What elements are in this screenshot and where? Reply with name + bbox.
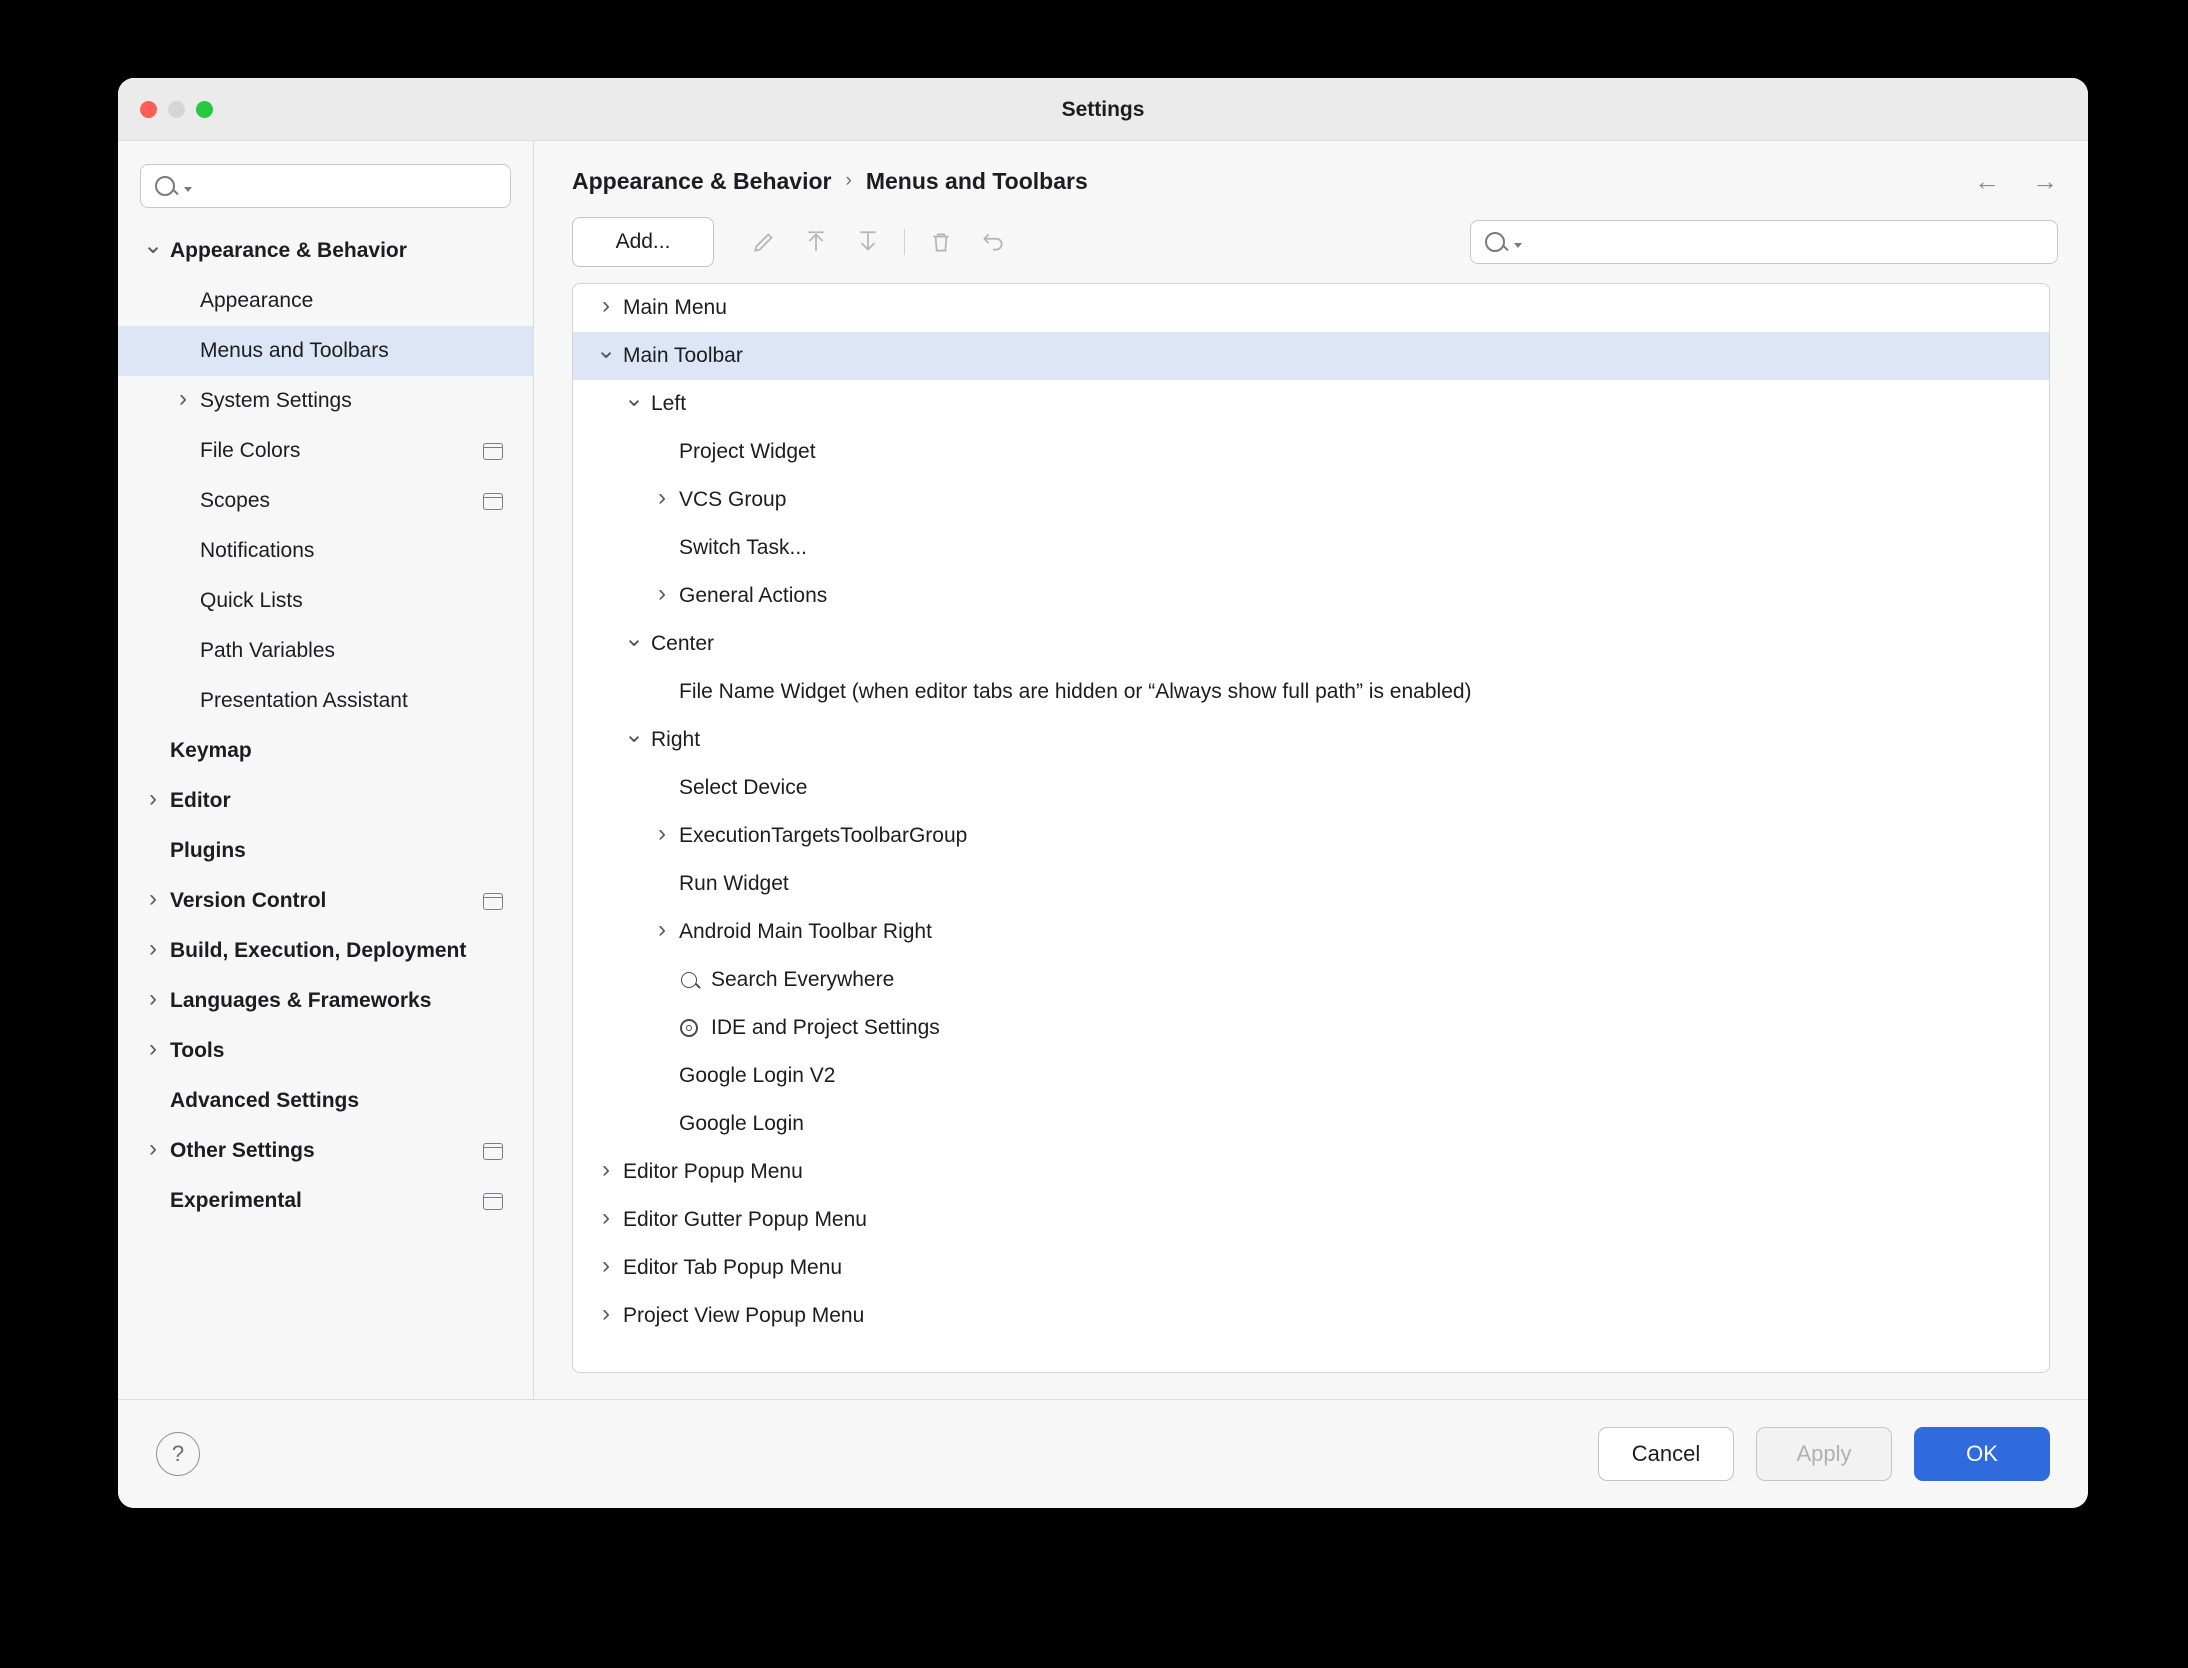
- tree-item-main-menu[interactable]: [573, 284, 2049, 332]
- tree-item-android-main-toolbar-right[interactable]: [573, 908, 2049, 956]
- tree-item-label: General Actions: [679, 584, 828, 607]
- footer-button-group: [1598, 1427, 2050, 1481]
- search-icon: [155, 176, 175, 196]
- sidebar-item-label: Notifications: [200, 539, 315, 562]
- menus-toolbars-tree[interactable]: [572, 283, 2050, 1373]
- tree-item-label: Select Device: [679, 776, 808, 799]
- move-up-icon[interactable]: [790, 220, 842, 264]
- tree-item-label: Project View Popup Menu: [623, 1304, 865, 1327]
- tree-item-label: Google Login: [679, 1112, 804, 1135]
- chevron-right-icon[interactable]: ›: [658, 580, 666, 607]
- tree-item-google-login-v2[interactable]: [573, 1052, 2049, 1100]
- chevron-right-icon[interactable]: ›: [149, 1035, 157, 1062]
- toolbar-divider: [904, 229, 905, 255]
- tree-item-label: File Name Widget (when editor tabs are hidden or “Always show full path” is enabled): [679, 680, 1472, 703]
- edit-icon[interactable]: [738, 220, 790, 264]
- tree-item-file-name-widget-when-editor-tabs-are-hi[interactable]: [573, 668, 2049, 716]
- window-body: [118, 141, 2088, 1399]
- tree-item-project-view-popup-menu[interactable]: [573, 1292, 2049, 1340]
- tree-item-google-login[interactable]: [573, 1100, 2049, 1148]
- tree-item-label: Search Everywhere: [711, 968, 895, 991]
- tree-item-label: Right: [651, 728, 701, 751]
- tree-item-run-widget[interactable]: [573, 860, 2049, 908]
- sidebar-search-input[interactable]: [192, 174, 500, 198]
- sidebar-item-build-execution-deployment[interactable]: [118, 926, 533, 976]
- sidebar-item-label: Languages & Frameworks: [170, 989, 432, 1012]
- chevron-right-icon[interactable]: ›: [149, 985, 157, 1012]
- window-titlebar: [118, 78, 2088, 141]
- sidebar-item-menus-and-toolbars[interactable]: [118, 326, 533, 376]
- chevron-right-icon[interactable]: ›: [149, 1135, 157, 1162]
- search-icon: [675, 972, 703, 988]
- settings-main-panel: [534, 141, 2088, 1399]
- gear-icon-glyph: [680, 1019, 698, 1037]
- sidebar-item-version-control[interactable]: [118, 876, 533, 926]
- ok-button[interactable]: OK: [1914, 1427, 2050, 1481]
- chevron-down-icon[interactable]: ⌄: [623, 385, 645, 412]
- tree-item-label: ExecutionTargetsToolbarGroup: [679, 824, 968, 847]
- breadcrumb: [534, 141, 2088, 195]
- sidebar-item-appearance-behavior[interactable]: [118, 226, 533, 276]
- back-arrow-icon[interactable]: ←: [1974, 166, 2000, 196]
- window-title: Settings: [1061, 98, 1145, 121]
- sidebar-item-label: Scopes: [200, 489, 271, 512]
- tree-item-select-device[interactable]: [573, 764, 2049, 812]
- tree-item-editor-tab-popup-menu[interactable]: [573, 1244, 2049, 1292]
- tree-item-editor-gutter-popup-menu[interactable]: [573, 1196, 2049, 1244]
- tree-item-label: Left: [651, 392, 687, 415]
- help-button[interactable]: ?: [156, 1432, 200, 1476]
- tree-item-label: Main Menu: [623, 296, 727, 319]
- tree-item-right[interactable]: [573, 716, 2049, 764]
- tree-item-left[interactable]: [573, 380, 2049, 428]
- dialog-footer: [118, 1399, 2088, 1508]
- tree-item-label: Editor Gutter Popup Menu: [623, 1208, 867, 1231]
- tree-item-search-everywhere[interactable]: [573, 956, 2049, 1004]
- search-icon-glyph: [681, 972, 697, 988]
- tree-item-label: VCS Group: [679, 488, 787, 511]
- tree-item-vcs-group[interactable]: [573, 476, 2049, 524]
- sidebar-item-label: Quick Lists: [200, 589, 303, 612]
- sidebar-item-label: Appearance: [200, 289, 314, 312]
- chevron-right-icon[interactable]: ›: [658, 820, 666, 847]
- chevron-right-icon[interactable]: ›: [658, 484, 666, 511]
- sidebar-item-label: Tools: [170, 1039, 225, 1062]
- tree-item-label: Center: [651, 632, 715, 655]
- breadcrumb-parent[interactable]: Appearance & Behavior: [572, 167, 832, 194]
- sidebar-item-label: Advanced Settings: [170, 1089, 360, 1112]
- chevron-right-icon[interactable]: ›: [602, 1300, 610, 1327]
- sidebar-item-label: System Settings: [200, 389, 352, 412]
- sidebar-item-plugins[interactable]: [118, 826, 533, 876]
- sidebar-item-label: Plugins: [170, 839, 246, 862]
- sidebar-item-file-colors[interactable]: [118, 426, 533, 476]
- sidebar-item-languages-frameworks[interactable]: [118, 976, 533, 1026]
- tree-item-label: Switch Task...: [679, 536, 807, 559]
- chevron-right-icon[interactable]: ›: [602, 1204, 610, 1231]
- tree-item-switch-task[interactable]: [573, 524, 2049, 572]
- window-badge-icon: [483, 493, 503, 510]
- sidebar-item-label: Menus and Toolbars: [200, 339, 389, 362]
- settings-window: [118, 78, 2088, 1508]
- toolbar-icon-group: [738, 220, 1019, 264]
- tree-item-label: IDE and Project Settings: [711, 1016, 940, 1039]
- gear-icon: [675, 1019, 703, 1037]
- tree-item-main-toolbar[interactable]: [573, 332, 2049, 380]
- sidebar-item-advanced-settings[interactable]: [118, 1076, 533, 1126]
- tree-item-label: Editor Popup Menu: [623, 1160, 803, 1183]
- apply-button[interactable]: Apply: [1756, 1427, 1892, 1481]
- chevron-down-icon[interactable]: ⌄: [595, 337, 617, 364]
- chevron-right-icon[interactable]: ›: [602, 1156, 610, 1183]
- tree-item-label: Android Main Toolbar Right: [679, 920, 932, 943]
- add-button[interactable]: Add...: [572, 217, 714, 267]
- chevron-down-icon: [1514, 243, 1522, 248]
- toolbar-search-input[interactable]: [1522, 230, 2047, 254]
- sidebar-item-label: Presentation Assistant: [200, 689, 408, 712]
- sidebar-item-notifications[interactable]: [118, 526, 533, 576]
- sidebar-item-label: Other Settings: [170, 1139, 315, 1162]
- sidebar-item-experimental[interactable]: [118, 1176, 533, 1226]
- sidebar-tree: [118, 224, 533, 1399]
- tree-item-label: Google Login V2: [679, 1064, 836, 1087]
- chevron-right-icon[interactable]: ›: [179, 385, 187, 412]
- chevron-right-icon[interactable]: ›: [658, 916, 666, 943]
- tree-item-label: Editor Tab Popup Menu: [623, 1256, 843, 1279]
- chevron-right-icon[interactable]: ›: [149, 785, 157, 812]
- sidebar-item-other-settings[interactable]: [118, 1126, 533, 1176]
- revert-icon[interactable]: [967, 220, 1019, 264]
- tree-item-label: Run Widget: [679, 872, 789, 895]
- sidebar-item-label: File Colors: [200, 439, 301, 462]
- tree-item-label: Project Widget: [679, 440, 816, 463]
- chevron-down-icon[interactable]: ⌄: [142, 232, 164, 259]
- sidebar-item-system-settings[interactable]: [118, 376, 533, 426]
- search-icon: [1485, 232, 1505, 252]
- chevron-down-icon[interactable]: ⌄: [623, 625, 645, 652]
- sidebar-item-label: Path Variables: [200, 639, 336, 662]
- sidebar-item-label: Experimental: [170, 1189, 302, 1212]
- breadcrumb-separator-icon: ›: [845, 170, 852, 191]
- tree-item-executiontargetstoolbargroup[interactable]: [573, 812, 2049, 860]
- window-badge-icon: [483, 443, 503, 460]
- sidebar-item-path-variables[interactable]: [118, 626, 533, 676]
- sidebar-item-scopes[interactable]: [118, 476, 533, 526]
- chevron-right-icon[interactable]: ›: [602, 1252, 610, 1279]
- move-down-icon[interactable]: [842, 220, 894, 264]
- toolbar-search-container: [1470, 220, 2058, 264]
- settings-sidebar: [118, 141, 534, 1399]
- tree-item-ide-and-project-settings[interactable]: [573, 1004, 2049, 1052]
- sidebar-item-presentation-assistant[interactable]: [118, 676, 533, 726]
- sidebar-item-keymap[interactable]: [118, 726, 533, 776]
- tree-item-label: Main Toolbar: [623, 344, 743, 367]
- window-badge-icon: [483, 1193, 503, 1210]
- chevron-right-icon[interactable]: ›: [149, 885, 157, 912]
- sidebar-item-appearance[interactable]: [118, 276, 533, 326]
- tree-item-project-widget[interactable]: [573, 428, 2049, 476]
- tree-item-editor-popup-menu[interactable]: [573, 1148, 2049, 1196]
- chevron-right-icon[interactable]: ›: [149, 935, 157, 962]
- sidebar-item-label: Version Control: [170, 889, 327, 912]
- sidebar-item-quick-lists[interactable]: [118, 576, 533, 626]
- breadcrumb-current: Menus and Toolbars: [865, 167, 1088, 194]
- chevron-down-icon[interactable]: ⌄: [623, 721, 645, 748]
- cancel-button[interactable]: Cancel: [1598, 1427, 1734, 1481]
- sidebar-item-label: Keymap: [170, 739, 252, 762]
- sidebar-item-editor[interactable]: [118, 776, 533, 826]
- tree-item-center[interactable]: [573, 620, 2049, 668]
- sidebar-item-tools[interactable]: [118, 1026, 533, 1076]
- chevron-right-icon[interactable]: ›: [602, 292, 610, 319]
- nav-arrows: [1974, 168, 2058, 194]
- window-badge-icon: [483, 893, 503, 910]
- sidebar-item-label: Build, Execution, Deployment: [170, 939, 467, 962]
- delete-icon[interactable]: [915, 220, 967, 264]
- toolbar-search-box[interactable]: [1470, 220, 2058, 264]
- toolbar: [534, 195, 2088, 283]
- forward-arrow-icon[interactable]: →: [2032, 166, 2058, 196]
- sidebar-item-label: Appearance & Behavior: [170, 239, 407, 262]
- sidebar-item-label: Editor: [170, 789, 231, 812]
- window-badge-icon: [483, 1143, 503, 1160]
- chevron-down-icon: [184, 187, 192, 192]
- sidebar-search-container: [118, 141, 533, 224]
- tree-item-general-actions[interactable]: [573, 572, 2049, 620]
- sidebar-search-box[interactable]: [140, 164, 511, 208]
